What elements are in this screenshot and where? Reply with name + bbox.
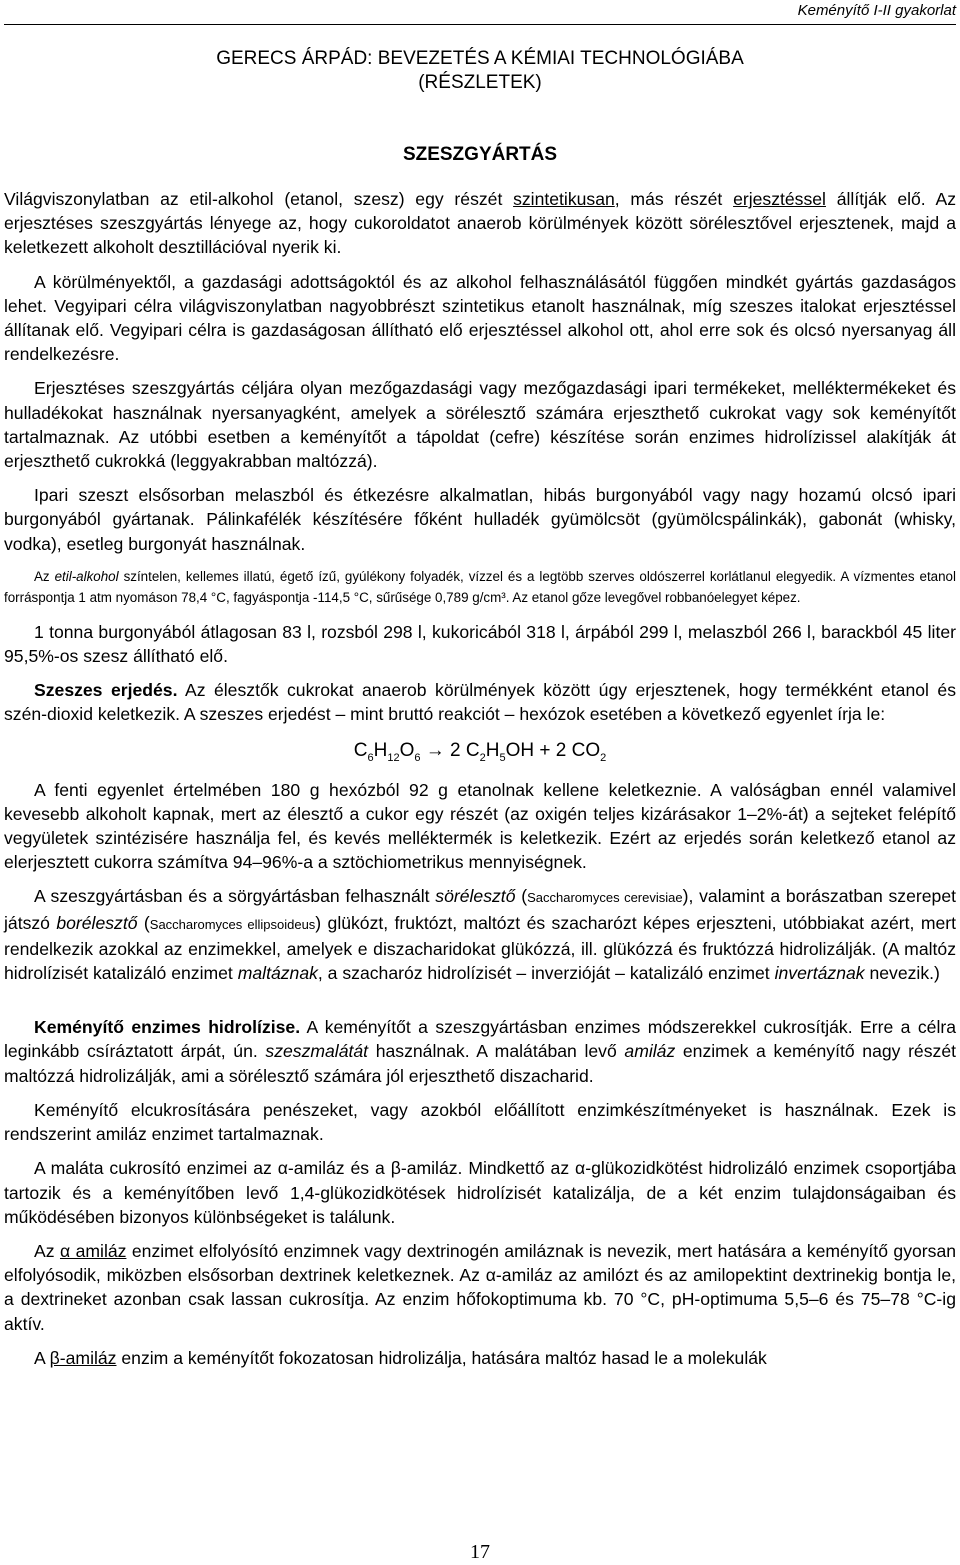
inline-heading: Szeszes erjedés. <box>34 680 178 701</box>
running-header: Keményítő I-II gyakorlat <box>797 2 956 19</box>
paragraph-7: Szeszes erjedés. Az élesztők cukrokat anaerob körülmények között úgy erjesztenek, hogy termékként etanol és szén-dioxid keletkezik. A szeszes erjedést – mint bruttó reakciót – hexózok esetében a következő egyenlet írja le: <box>4 680 956 725</box>
chemical-equation: $C_6H_{12}O_6 \to 2$ $C_2H_5OH + 2$ $CO_2$ <box>353 739 607 764</box>
underlined-term: szintetikusan <box>513 189 615 209</box>
section-heading: SZESZGYÁRTÁS <box>402 144 558 165</box>
paragraph-1: Világviszonylatban az etil-alkohol (etanol, szesz) egy részét szintetikusan, más részét erjesztéssel állítják elő. Az erjesztéses szeszgyártás lényege az, hogy cukoroldatot anaerob körülmények között sörélesztővel erjesztenek, majd a keletkezett alkoholt desztillációval nyerik ki. <box>4 189 956 258</box>
paragraph-6: 1 tonna burgonyából átlagosan 83 l, rozsból 298 l, kukoricából 318 l, árpából 299 l, melaszból 266 l, barackból 45 liter 95,5%-os szesz állítható elő. <box>4 621 956 667</box>
paragraph-11: Keményítő elcukrosítására penészeket, vagy azokból előállított enzimkészítményeket is használnak. Ezek is rendszerint amiláz enzimet tartalmaznak. <box>4 1099 956 1145</box>
paragraph-12: A maláta cukrosító enzimei az α-amiláz és a β-amiláz. Mindkettő az α-glükozidkötést hidrolizáló enzimek csoportjába tartozik és a keményítőben levő 1,4-glükozidkötések hidrolízisét katalizálja, de a két enzim tulajdonságaiban és működésében bizonyos különbségeket is találunk. <box>4 1158 956 1227</box>
paragraph-3: Erjesztéses szeszgyártás céljára olyan mezőgazdasági vagy mezőgazdasági ipari termékeket, melléktermékeket és hulladékokat használnak nyersanyagként, amelyek a sörélesztő számára erjeszthető cukrokat vagy sok keményítőt tartalmaznak. Az utóbbi esetben a keményítőt a tápoldat (cefre) készítése során enzimes hidrolízissel alakítják át erjeszthető cukrokká (leggyakrabban maltózzá). <box>4 378 956 472</box>
paragraph-4: Ipari szeszt elsősorban melaszból és étkezésre alkalmatlan, hibás burgonyából vagy nagy hozamú olcsó ipari burgonyából gyártanak. Pálinkafélék készítésére főként hulladék gyümölcsöt (gyümölcspálinkák), gabonát (whisky, vodka), esetleg burgonyát használnak. <box>4 485 956 554</box>
title-line-2: (RÉSZLETEK) <box>418 72 542 93</box>
page-number: 17 <box>470 1541 490 1563</box>
paragraph-14: A β-amiláz enzim a keményítőt fokozatosan hidrolizálja, hatására maltóz hasad le a molekulák <box>34 1347 767 1368</box>
paragraph-10: Keményítő enzimes hidrolízise. A keményítőt a szeszgyártásban enzimes módszerekkel cukrosítják. Erre a célra leginkább csíráztatott árpát, ún. szeszmalátát használnak. A malátában levő amiláz enzimek a keményítő nagy részét maltózzá hidrolizálják, ami a sörélesztő számára jól erjeszthető diszacharid. <box>4 1017 957 1086</box>
paragraph-13: Az α amiláz enzimet elfolyósító enzimnek vagy dextrinogén amiláznak is nevezik, mert hatására a keményítő gyorsan elfolyósodik, miközben elsősorban dextrinek keletkeznek. Az α-amiláz az amilózt és az amilopektint dextrinekig bontja le, a dextrineket azonban csak lassan cukrosítja. Az enzim hőfokoptimuma kb. 70 °C, pH-optimuma 5,5–6 és 75–78 °C-ig aktív. <box>4 1240 957 1334</box>
note-paragraph: Az etil-alkohol színtelen, kellemes illatú, égető ízű, gyúlékony folyadék, vízzel és a legtöbb szerves oldószerrel korlátlanul elegyedik. A vízmentes etanol forráspontja 1 atm nyomáson 78,4 °C, fagyáspontja -114,5 °C, sűrűsége 0,789 g/cm³. Az etanol gőze levegővel robbanóelegyet képez. <box>4 568 956 605</box>
document-title <box>0 47 960 95</box>
underlined-term: erjesztéssel <box>733 189 826 209</box>
inline-heading: Keményítő enzimes hidrolízise. <box>34 1017 301 1038</box>
paragraph-8: A fenti egyenlet értelmében 180 g hexózból 92 g etanolnak kellene keletkeznie. A valóságban ennél valamivel kevesebb alkoholt kapnak, mert az élesztő a cukor egy részét (az oxigén teljes kizárásakor 1–2%-át) a sejteket felépítő vegyületek szintézisére használja fel, és kevés melléktermék is keletkezik. Ezért az erjedés során keletkező etanol az elerjesztett cukorra számítva 94–96%-a a sztöchiometrikus mennyiségnek. <box>4 779 956 873</box>
paragraph-2: A körülményektől, a gazdasági adottságoktól és az alkohol felhasználásától függően mindkét gyártás gazdaságos lehet. Vegyipari célra világviszonylatban nagyobbrészt szintetikus etanolt használnak, míg szeszes italokat erjesztéssel állítanak elő. Vegyipari célra is gazdaságosan állítható elő erjesztéssel alkohol ott, ahol erre sok és olcsó nyersanyag áll rendelkezésre. <box>4 271 956 365</box>
header-rule <box>4 24 956 25</box>
paragraph-9: A szeszgyártásban és a sörgyártásban felhasznált sörélesztő (Saccharomyces cerevisiae), valamint a borászatban szerepet játszó borélesztő (Saccharomyces ellipsoideus) glükózt, fruktózt, maltózt és szacharózt képes erjeszteni, utóbbiakat azért, mert rendelkezik azokkal az enzimekkel, amelyek e diszacharidokat glükózzá, ill. glükózzá és fruktózzá hidrolizálják. (A maltóz hidrolízisét katalizáló enzimet maltáznak, a szacharóz hidrolízisét – inverzióját – katalizáló enzimet invertáznak nevezik.) <box>4 886 957 984</box>
title-line-1: GERECS ÁRPÁD: BEVEZETÉS A KÉMIAI TECHNOLÓGIÁBA <box>216 48 744 69</box>
underlined-term: β-amiláz <box>49 1347 117 1368</box>
body-text <box>4 187 956 1380</box>
underlined-term: α amiláz <box>59 1240 127 1261</box>
